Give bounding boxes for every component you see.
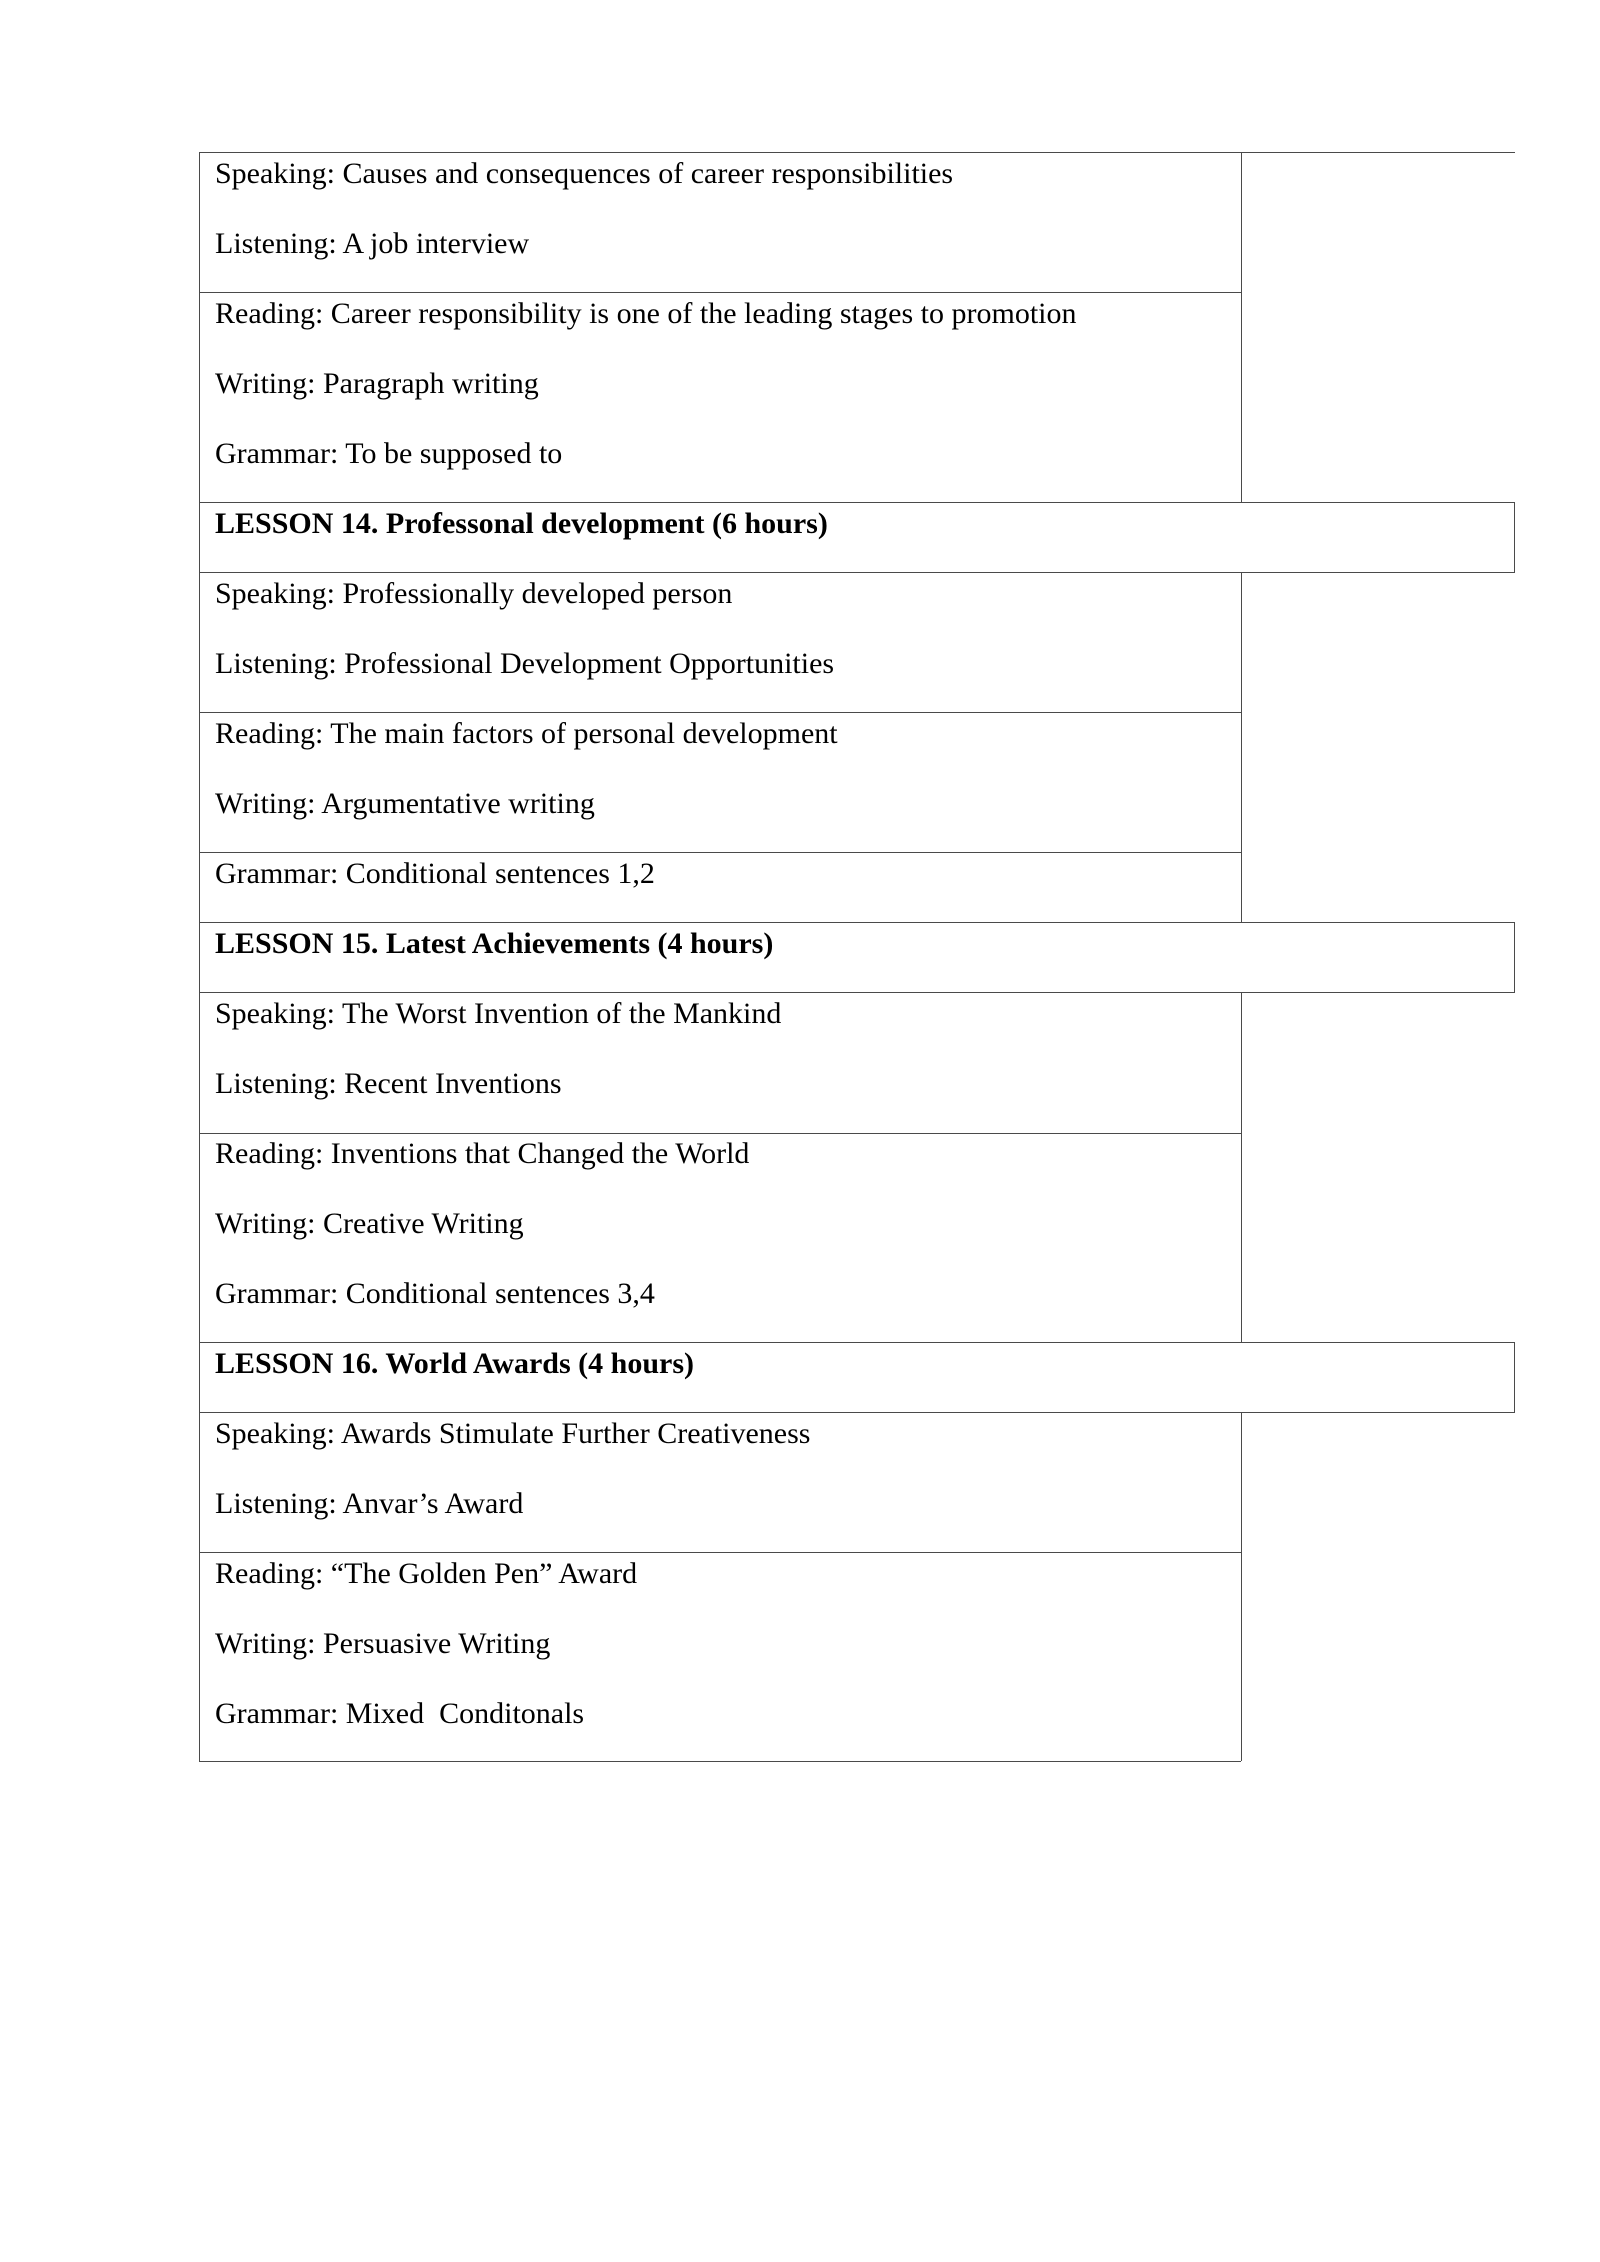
writing-item: Writing: Creative Writing [215,1207,524,1240]
row-divider [199,1552,1241,1553]
listening-item: Listening: Anvar’s Award [215,1487,524,1520]
listening-item: Listening: Professional Development Opportunities [215,647,835,680]
row-divider [199,852,1241,853]
writing-item: Writing: Paragraph writing [215,367,539,400]
reading-item: Reading: Career responsibility is one of the leading stages to promotion [215,297,1077,330]
speaking-item: Speaking: Causes and consequences of career responsibilities [215,157,954,190]
grammar-item: Grammar: Mixed Conditonals [215,1697,585,1730]
reading-item: Reading: Inventions that Changed the World [215,1137,750,1170]
table-border-bottom [199,1761,1241,1762]
table-border-left [199,152,200,1761]
lesson-heading: LESSON 15. Latest Achievements (4 hours) [215,927,774,960]
reading-item: Reading: “The Golden Pen” Award [215,1557,638,1590]
lesson-16-border-bottom [199,1412,1515,1413]
listening-item: Listening: Recent Inventions [215,1067,562,1100]
lesson-14-border-bottom [199,572,1515,573]
grammar-item: Grammar: Conditional sentences 1,2 [215,857,655,890]
reading-item: Reading: The main factors of personal development [215,717,838,750]
listening-item: Listening: A job interview [215,227,530,260]
lesson-14-border-right [1514,502,1515,572]
column-divider [1241,152,1242,502]
column-divider [1241,572,1242,922]
lesson-16-border-right [1514,1342,1515,1412]
writing-item: Writing: Persuasive Writing [215,1627,551,1660]
lesson-15-border-right [1514,922,1515,992]
lesson-16-border-top [199,1342,1515,1343]
column-divider [1241,1412,1242,1761]
speaking-item: Speaking: Professionally developed person [215,577,733,610]
row-divider [199,712,1241,713]
lesson-15-border-bottom [199,992,1515,993]
speaking-item: Speaking: The Worst Invention of the Mankind [215,997,782,1030]
lesson-heading: LESSON 16. World Awards (4 hours) [215,1347,694,1380]
column-divider [1241,992,1242,1342]
speaking-item: Speaking: Awards Stimulate Further Creativeness [215,1417,811,1450]
lesson-15-border-top [199,922,1515,923]
table-border-top [199,152,1515,153]
grammar-item: Grammar: To be supposed to [215,437,563,470]
row-divider [199,292,1241,293]
lesson-heading: LESSON 14. Professonal development (6 hours) [215,507,828,540]
grammar-item: Grammar: Conditional sentences 3,4 [215,1277,655,1310]
lesson-14-border-top [199,502,1515,503]
writing-item: Writing: Argumentative writing [215,787,595,820]
row-divider [199,1133,1241,1134]
